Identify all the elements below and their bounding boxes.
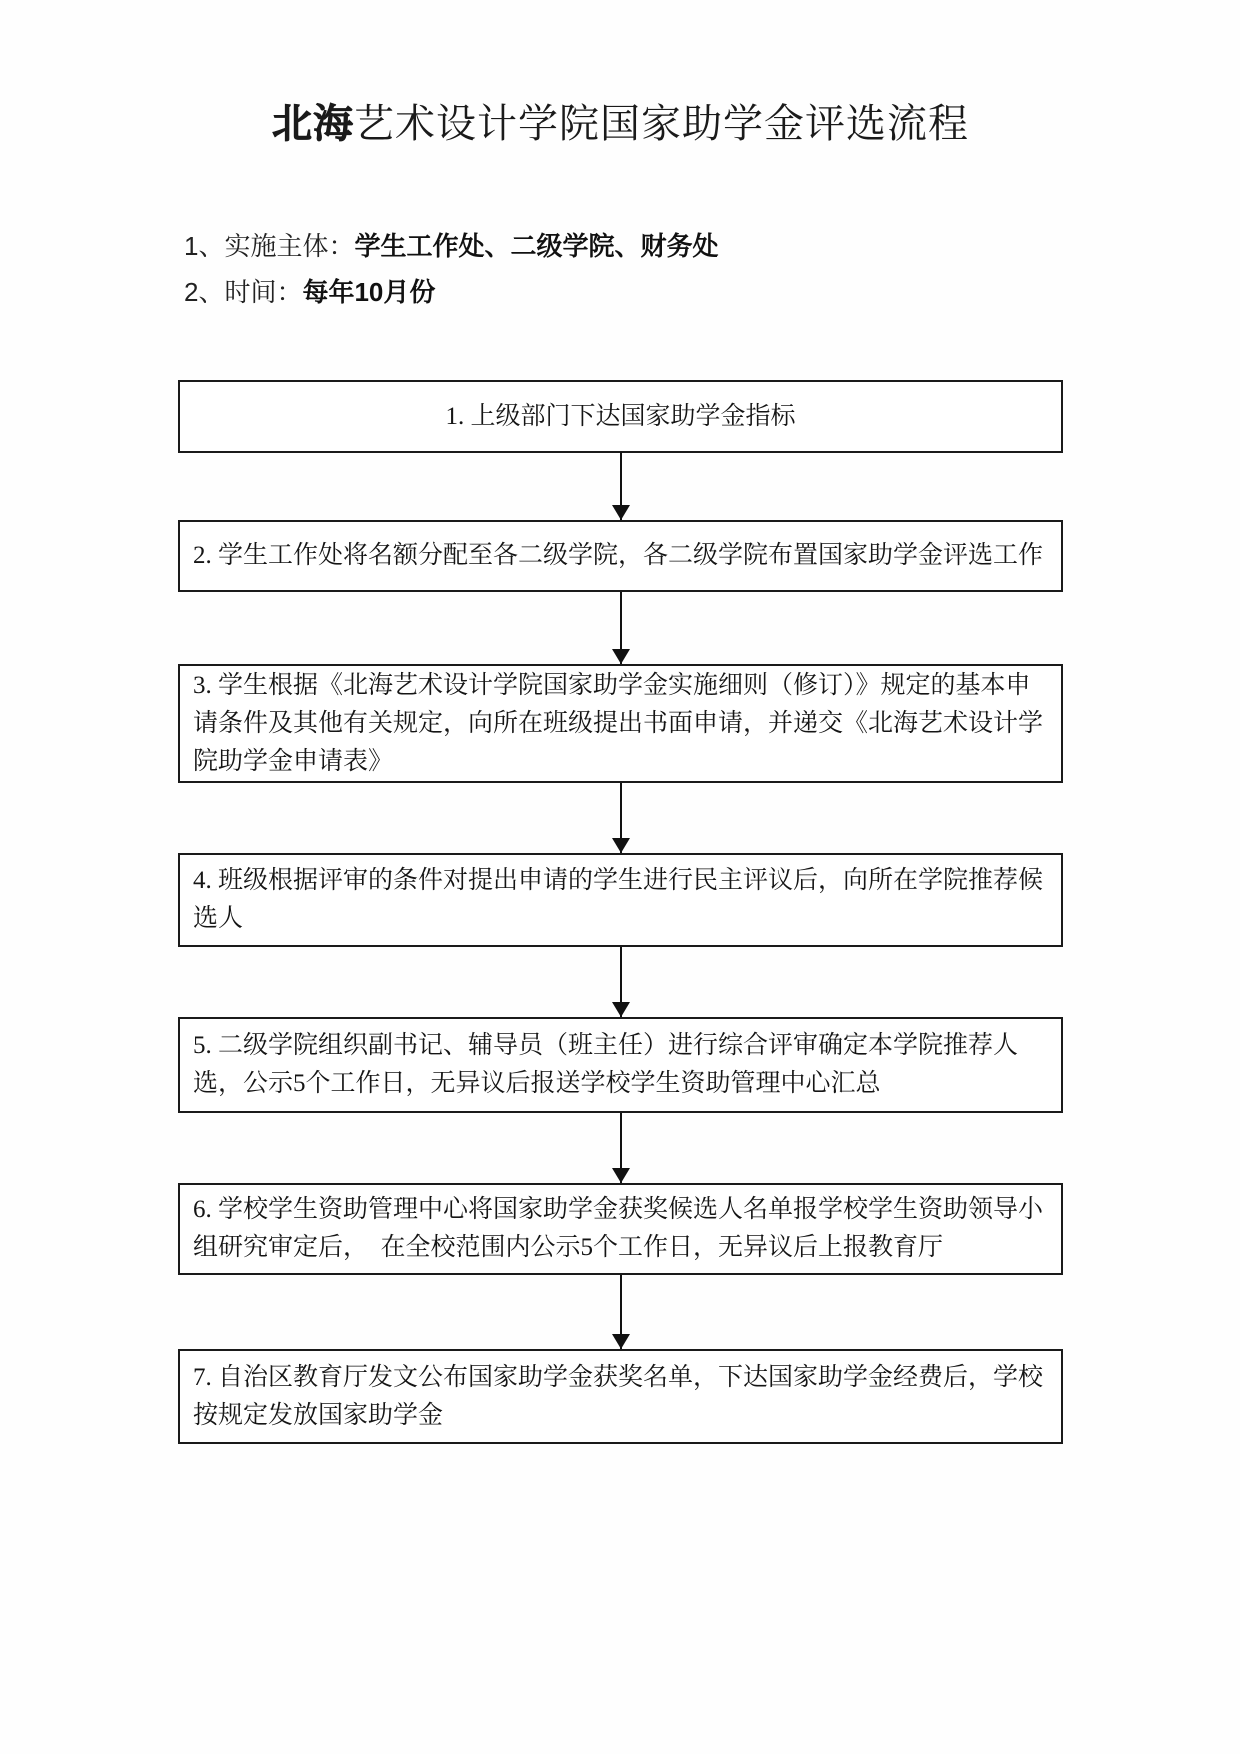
arrow-down-icon [620, 1275, 622, 1349]
meta-label: 1、实施主体： [184, 231, 355, 261]
meta-value: 每年10月份 [302, 277, 436, 307]
flow-step-6: 6. 学校学生资助管理中心将国家助学金获奖候选人名单报学校学生资助领导小组研究审定后， 在全校范围内公示5个工作日，无异议后上报教育厅 [178, 1183, 1063, 1275]
flow-step-2: 2. 学生工作处将名额分配至各二级学院，各二级学院布置国家助学金评选工作 [178, 520, 1063, 592]
page-title [178, 98, 1063, 150]
arrow-down-icon [620, 783, 622, 853]
meta-value: 学生工作处、二级学院、财务处 [354, 231, 719, 261]
flow-step-3: 3. 学生根据《北海艺术设计学院国家助学金实施细则（修订）》规定的基本申请条件及其他有关规定，向所在班级提出书面申请，并递交《北海艺术设计学院助学金申请表》 [178, 664, 1063, 783]
meta-item-subject [184, 230, 718, 262]
flow-step-7: 7. 自治区教育厅发文公布国家助学金获奖名单，下达国家助学金经费后，学校按规定发放国家助学金 [178, 1349, 1063, 1444]
meta-label: 2、时间： [184, 277, 303, 307]
page-title-rest: 艺术设计学院国家助学金评选流程 [354, 102, 969, 146]
flow-step-5: 5. 二级学院组织副书记、辅导员（班主任）进行综合评审确定本学院推荐人选，公示5个工作日，无异议后报送学校学生资助管理中心汇总 [178, 1017, 1063, 1113]
page-title-emphasis: 北海 [272, 102, 354, 146]
arrow-down-icon [620, 592, 622, 664]
arrow-down-icon [620, 452, 622, 520]
flow-step-1: 1. 上级部门下达国家助学金指标 [178, 380, 1063, 453]
arrow-down-icon [620, 947, 622, 1017]
arrow-down-icon [620, 1113, 622, 1183]
flow-step-4: 4. 班级根据评审的条件对提出申请的学生进行民主评议后，向所在学院推荐候选人 [178, 853, 1063, 947]
meta-item-time [184, 276, 435, 308]
